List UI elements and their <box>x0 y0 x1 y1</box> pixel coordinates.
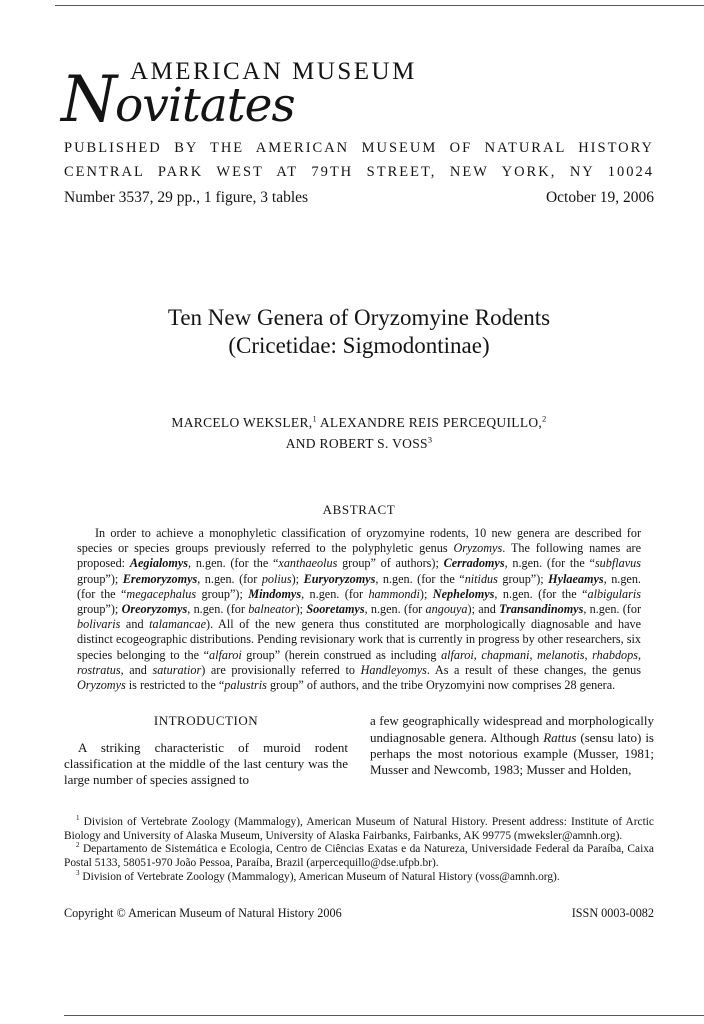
masthead <box>61 54 654 137</box>
two-column-body <box>64 713 654 789</box>
footer-row <box>64 906 654 921</box>
author-line-1: MARCELO WEKSLER,$^1$ ALEXANDRE REIS PERCEQUILLO,$^2$ <box>171 414 547 430</box>
author-line-2: AND ROBERT S. VOSS$^3$ <box>285 435 433 451</box>
abstract-paragraph: In order to achieve a monophyletic classification of oryzomyine rodents, 10 new genera are described for species or species groups previously referred to the polyphyletic genus Oryzomys. The following names are proposed: Aegialomys, n.gen. (for the “xanthaeolus group” of authors); Cerradomys, n.gen. (for the “subflavus group”); Eremoryzomys, n.gen. (for polius); Euryoryzomys, n.gen. (for the “nitidus group”); Hylaeamys, n.gen. (for the “megacephalus group”); Mindomys, n.gen. (for hammondi); Nephelomys, n.gen. (for the “albigularis group”); Oreoryzomys, n.gen. (for balneator); Sooretamys, n.gen. (for angouya); and Transandinomys, n.gen. (for bolivaris and talamancae). All of the new genera thus constituted are morphologically diagnosable and have distinct ecogeographic distributions. Pending revisionary work that is currently in progress by other researchers, six species belonging to the “alfaroi group” (herein construed as including alfaroi, chapmani, melanotis, rhabdops, rostratus, and saturatior) are provisionally referred to Handleyomys. As a result of these changes, the genus Oryzomys is restricted to the “palustris group” of authors, and the tribe Oryzomyini now comprises 28 genera. <box>77 526 642 693</box>
footnote-2: $^2$ Departamento de Sistemática e Ecologia, Centro de Ciências Exatas e da Natureza, Universidade Federal da Paraíba, Caixa Postal 5133, 58051-970 João Pessoa, Paraíba, Brazil (arpercequillo@dse.ufpb.br). <box>64 841 654 870</box>
introduction-heading: INTRODUCTION <box>153 713 259 729</box>
masthead-novitates-logo <box>61 63 295 137</box>
novitates-initial-letter: N <box>61 63 115 137</box>
abstract-heading: ABSTRACT <box>322 502 396 517</box>
page-edge-top-line <box>55 5 704 6</box>
issue-number-info: Number 3537, 29 pp., 1 figure, 3 tables <box>64 189 309 206</box>
introduction-paragraph-right: a few geographically widespread and morphologically undiagnosable genera. Although Rattus (sensu lato) is perhaps the most notorious example (Musser, 1981; Musser and Newcomb, 1983; Musser and Holden, <box>370 713 654 778</box>
article-title-line-1: Ten New Genera of Oryzomyine Rodents <box>167 305 551 330</box>
publisher-line: PUBLISHED BY THE AMERICAN MUSEUM OF NATURAL HISTORY <box>64 140 654 156</box>
issn-number: ISSN 0003-0082 <box>571 905 654 920</box>
footnote-1: $^1$ Division of Vertebrate Zoology (Mammalogy), American Museum of Natural History. Present address: Institute of Arctic Biology and University of Alaska Museum, University of Alaska Fairbanks, Fairbanks, AK 99775 (mweksler@amnh.org). <box>64 814 654 842</box>
issue-info-row <box>64 186 654 210</box>
footnotes-block <box>64 816 654 885</box>
author-byline <box>64 412 654 454</box>
article-title <box>64 304 654 360</box>
copyright-notice: Copyright © American Museum of Natural History 2006 <box>64 905 342 920</box>
right-column <box>370 713 654 789</box>
publisher-address-line: CENTRAL PARK WEST AT 79TH STREET, NEW YORK, NY 10024 <box>64 164 654 180</box>
footnote-3: $^3$ Division of Vertebrate Zoology (Mammalogy), American Museum of Natural History (voss@amnh.org). <box>76 869 560 884</box>
issue-date: October 19, 2006 <box>545 189 654 206</box>
novitates-rest-letters: ovitates <box>115 78 295 133</box>
masthead-museum-title: AMERICAN MUSEUM <box>130 58 417 85</box>
article-title-line-2: (Cricetidae: Sigmodontinae) <box>228 333 490 358</box>
publisher-address-block <box>64 136 654 184</box>
introduction-paragraph-left: A striking characteristic of muroid rodent classification at the middle of the last century was the large number of species assigned to <box>64 739 348 788</box>
left-column <box>64 713 348 789</box>
page-edge-bottom-line <box>64 1015 704 1016</box>
